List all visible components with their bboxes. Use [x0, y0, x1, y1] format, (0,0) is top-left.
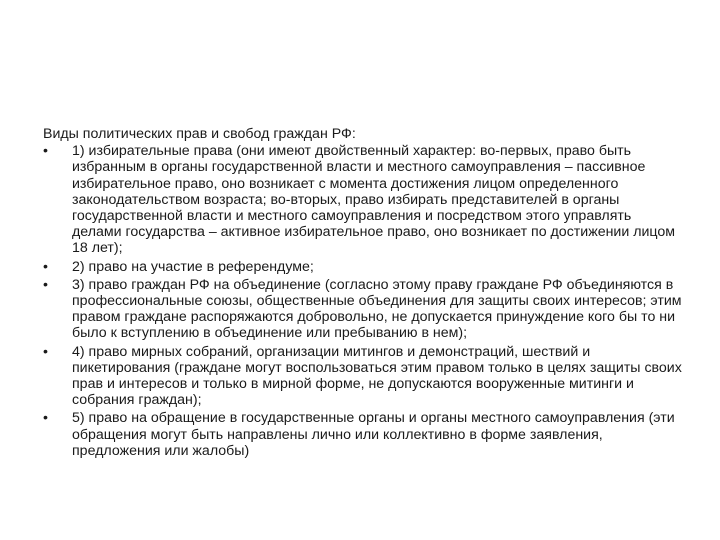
list-item: [43, 410, 683, 459]
rights-list: [43, 143, 683, 459]
list-item-text: 4) право мирных собраний, организации митингов и демонстраций, шествий и пикетирования (граждане могут воспользоваться этим правом только в целях защиты своих прав и интересов и только в мирной форме, не допускаются вооруженные митинги и собрания граждан);: [72, 343, 682, 409]
list-item-text: 5) право на обращение в государственные органы и органы местного самоуправления (эти обращения могут быть направлены лично или коллективно в форме заявления, предложения или жалобы): [72, 410, 675, 459]
list-item: [43, 259, 683, 275]
bullet-icon: •: [43, 410, 48, 427]
list-item: [43, 344, 683, 409]
bullet-icon: •: [43, 143, 48, 160]
list-item: [43, 277, 683, 342]
bullet-icon: •: [43, 343, 48, 360]
list-item-text: 1) избирательные права (они имеют двойственный характер: во-первых, право быть избранным в органы государственной власти и местного самоуправления – пассивное избирательное право, оно возникает с момента достижения лицом определенного законодательством возраста; во-вторых, право избирать представителей в органы государственной власти и местного самоуправления и посредством этого управлять делами государства – активное избирательное право, оно возникает по достижении лицом 18 лет);: [72, 143, 676, 257]
list-item-text: 2) право на участие в референдуме;: [72, 258, 314, 275]
slide-heading: Виды политических прав и свобод граждан РФ:: [43, 126, 356, 142]
list-item-text: 3) право граждан РФ на объединение (согласно этому праву граждане РФ объединяются в профессиональные союзы, общественные объединения для защиты своих интересов; этим правом граждане распоряжаются добровольно, не допускается принуждение кого бы то ни было к вступлению в объединение или пребыванию в нем);: [72, 276, 682, 342]
slide-content: [43, 126, 683, 461]
list-item: [43, 143, 683, 256]
bullet-icon: •: [43, 276, 48, 293]
bullet-icon: •: [43, 258, 48, 275]
